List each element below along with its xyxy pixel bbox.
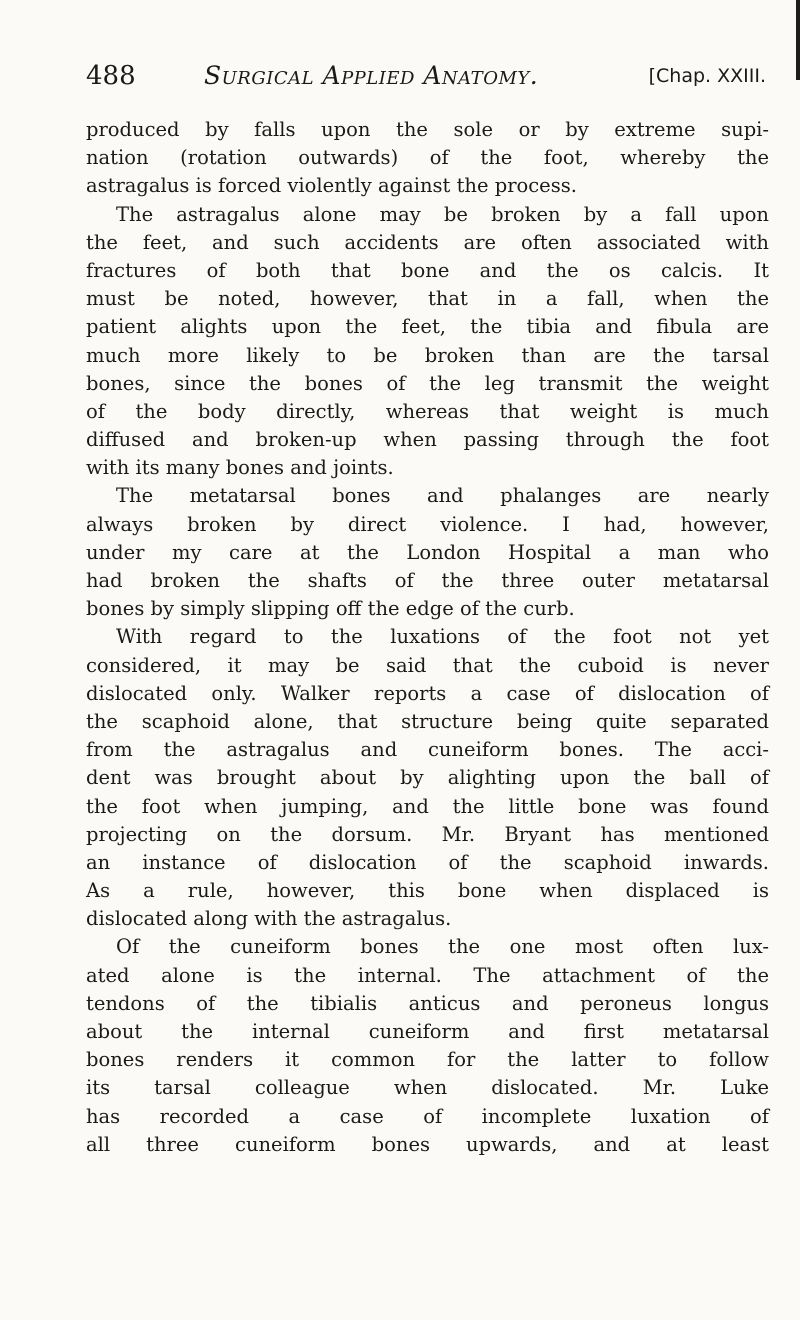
running-head — [86, 58, 766, 94]
text-line: much more likely to be broken than are the tarsal — [86, 343, 769, 367]
text-line: produced by falls upon the sole or by extreme supi- — [86, 118, 769, 141]
text-line: about the internal cuneiform and first metatarsal — [86, 1020, 769, 1043]
text-line: must be noted, however, that in a fall, when the — [86, 287, 769, 311]
text-line: all three cuneiform bones upwards, and at least — [86, 1132, 769, 1156]
text-line: fractures of both that bone and the os calcis. It — [86, 258, 769, 282]
text-line: dent was brought about by alighting upon the ball of — [86, 766, 769, 790]
text-line: always broken by direct violence. I had, however, — [86, 512, 769, 536]
text-line: bones, since the bones of the leg transmit the weight — [86, 371, 769, 395]
text-line: with its many bones and joints. — [86, 456, 394, 480]
text-line: nation (rotation outwards) of the foot, whereby the — [86, 146, 769, 170]
text-line: considered, it may be said that the cuboid is never — [86, 653, 769, 677]
text-line: the feet, and such accidents are often associated with — [86, 230, 769, 254]
text-line: dislocated only. Walker reports a case of dislocation of — [86, 681, 769, 705]
page-edge-mark — [796, 0, 800, 80]
text-line: the scaphoid alone, that structure being quite separated — [86, 709, 769, 733]
text-line: the foot when jumping, and the little bone was found — [86, 794, 769, 818]
text-line: has recorded a case of incomplete luxation of — [86, 1104, 769, 1128]
text-line: As a rule, however, this bone when displaced is — [86, 879, 769, 903]
text-line: under my care at the London Hospital a man who — [86, 540, 769, 564]
chapter-label: [Chap. XXIII. — [648, 65, 766, 87]
text-line: With regard to the luxations of the foot not yet — [116, 625, 769, 649]
text-line: projecting on the dorsum. Mr. Bryant has mentioned — [86, 822, 769, 846]
page-number: 488 — [86, 61, 136, 91]
text-line: from the astragalus and cuneiform bones. The acci- — [86, 738, 769, 762]
text-line: astragalus is forced violently against the process. — [86, 174, 577, 198]
body-text — [86, 116, 769, 1159]
text-line: Of the cuneiform bones the one most often lux- — [116, 935, 769, 959]
text-line: dislocated along with the astragalus. — [86, 907, 452, 931]
text-line: patient alights upon the feet, the tibia and fibula are — [86, 315, 769, 339]
text-line: ated alone is the internal. The attachment of the — [86, 963, 769, 987]
text-line: The astragalus alone may be broken by a fall upon — [116, 202, 769, 226]
text-line: its tarsal colleague when dislocated. Mr. Luke — [86, 1076, 769, 1100]
text-line: had broken the shafts of the three outer metatarsal — [86, 569, 769, 592]
text-line: The metatarsal bones and phalanges are nearly — [116, 484, 769, 508]
text-line: an instance of dislocation of the scaphoid inwards. — [86, 850, 769, 874]
text-line: bones renders it common for the latter to follow — [86, 1048, 769, 1072]
running-title: Surgical Applied Anatomy. — [204, 61, 539, 90]
text-line: tendons of the tibialis anticus and peroneus longus — [86, 991, 769, 1015]
text-line: diffused and broken-up when passing through the foot — [86, 428, 769, 452]
text-line: of the body directly, whereas that weight is much — [86, 399, 769, 423]
text-line: bones by simply slipping off the edge of the curb. — [86, 597, 575, 621]
